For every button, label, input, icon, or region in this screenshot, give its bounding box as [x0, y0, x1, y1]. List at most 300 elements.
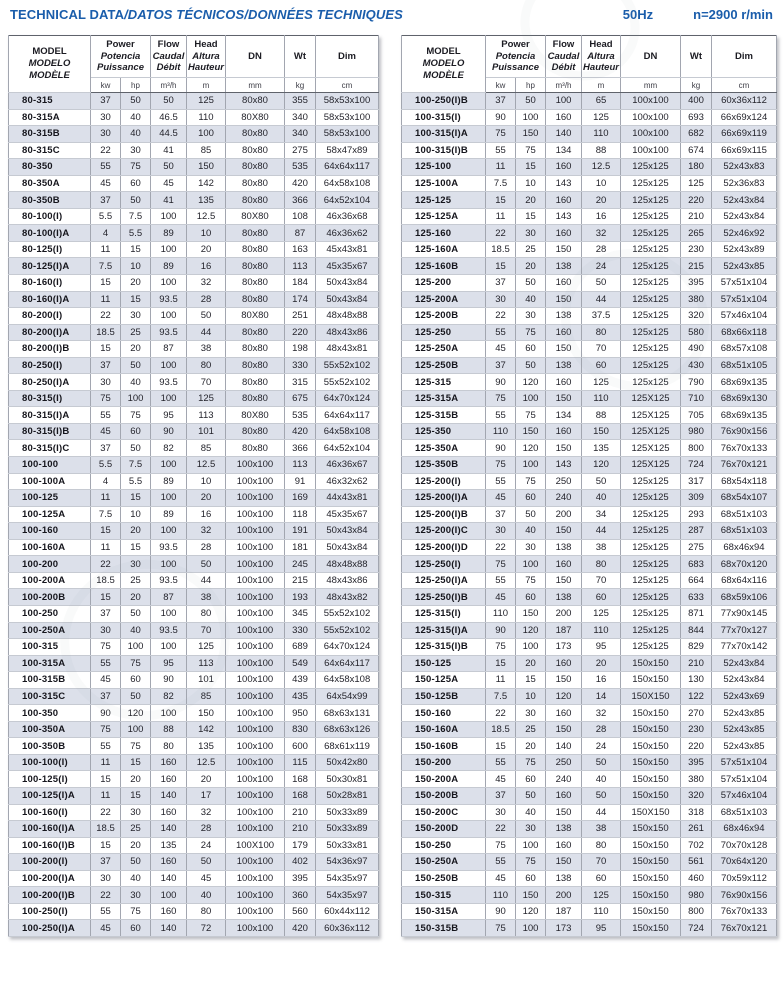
value-cell: 41: [151, 192, 187, 209]
value-cell: 108: [285, 208, 316, 225]
model-cell: 125-315A: [402, 390, 486, 407]
value-cell: 44: [187, 572, 226, 589]
model-cell: 80-160(I): [9, 275, 91, 292]
value-cell: 15: [91, 589, 121, 606]
value-cell: 395: [681, 754, 712, 771]
value-cell: 80x80: [226, 225, 285, 242]
value-cell: 45: [91, 175, 121, 192]
model-column-header: [402, 36, 486, 93]
table-row: [9, 159, 379, 176]
value-cell: 100x100: [226, 457, 285, 474]
value-cell: 48x43x86: [316, 324, 379, 341]
value-cell: 11: [91, 539, 121, 556]
table-row: [402, 407, 777, 424]
value-cell: 125x125: [621, 556, 681, 573]
value-cell: 125x125: [621, 589, 681, 606]
power-label-fr: Puissance: [97, 62, 144, 74]
table-row: [9, 308, 379, 325]
dim-column-header: Dim: [712, 36, 777, 78]
value-cell: 80x80: [226, 93, 285, 110]
table-row: [9, 572, 379, 589]
value-cell: 230: [681, 721, 712, 738]
value-cell: 125X125: [621, 457, 681, 474]
value-cell: 50: [582, 473, 621, 490]
value-cell: 50: [516, 93, 546, 110]
value-cell: 251: [285, 308, 316, 325]
value-cell: 15: [121, 241, 151, 258]
value-cell: 100x100: [226, 787, 285, 804]
value-cell: 125x125: [621, 241, 681, 258]
model-cell: 100-315: [9, 639, 91, 656]
value-cell: 30: [486, 804, 516, 821]
value-cell: 68x54x107: [712, 490, 777, 507]
value-cell: 125x125: [621, 208, 681, 225]
value-cell: 560: [285, 903, 316, 920]
value-cell: 30: [91, 622, 121, 639]
value-cell: 125x125: [621, 622, 681, 639]
table-row: [402, 126, 777, 143]
table-row: [9, 705, 379, 722]
value-cell: 150: [546, 523, 582, 540]
value-cell: 75: [486, 837, 516, 854]
table-row: [9, 738, 379, 755]
value-cell: 20: [516, 192, 546, 209]
value-cell: 22: [486, 308, 516, 325]
value-cell: 120: [121, 705, 151, 722]
value-cell: 70x59x112: [712, 870, 777, 887]
value-cell: 64x58x108: [316, 672, 379, 689]
model-cell: 100-250A: [9, 622, 91, 639]
value-cell: 25: [516, 241, 546, 258]
model-cell: 150-250B: [402, 870, 486, 887]
value-cell: 37: [91, 688, 121, 705]
value-cell: 142: [187, 175, 226, 192]
table-row: [9, 887, 379, 904]
page-title: [10, 7, 403, 22]
value-cell: 15: [486, 192, 516, 209]
value-cell: 18.5: [486, 241, 516, 258]
value-cell: 130: [681, 672, 712, 689]
value-cell: 100: [151, 357, 187, 374]
value-cell: 40: [121, 622, 151, 639]
value-cell: 50: [121, 854, 151, 871]
table-row: [9, 324, 379, 341]
value-cell: 330: [285, 357, 316, 374]
value-cell: 125: [582, 887, 621, 904]
model-cell: 125-200B: [402, 308, 486, 325]
model-cell: 80-350B: [9, 192, 91, 209]
value-cell: 15: [91, 837, 121, 854]
value-cell: 89: [151, 258, 187, 275]
value-cell: 68x66x118: [712, 324, 777, 341]
table-row: [402, 920, 777, 937]
table-row: [9, 523, 379, 540]
value-cell: 30: [91, 109, 121, 126]
value-cell: 790: [681, 374, 712, 391]
value-cell: 38: [187, 589, 226, 606]
value-cell: 110: [582, 126, 621, 143]
value-cell: 46.5: [151, 109, 187, 126]
model-cell: 100-315B: [9, 672, 91, 689]
value-cell: 143: [546, 175, 582, 192]
value-cell: 55: [91, 407, 121, 424]
model-cell: 125-200: [402, 275, 486, 292]
value-cell: 210: [285, 821, 316, 838]
value-cell: 15: [91, 275, 121, 292]
value-cell: 40: [121, 374, 151, 391]
value-cell: 150x150: [621, 887, 681, 904]
value-cell: 60: [121, 175, 151, 192]
model-cell: 150-125B: [402, 688, 486, 705]
value-cell: 100x100: [226, 887, 285, 904]
model-cell: 100-125(I): [9, 771, 91, 788]
value-cell: 45: [187, 870, 226, 887]
table-row: [9, 175, 379, 192]
value-cell: 75: [516, 142, 546, 159]
value-cell: 320: [681, 308, 712, 325]
table-row: [402, 605, 777, 622]
value-cell: 355: [285, 93, 316, 110]
value-cell: 37: [91, 93, 121, 110]
table-row: [402, 308, 777, 325]
value-cell: 100x100: [226, 920, 285, 937]
power-label-es: Potencia: [100, 50, 141, 62]
unit-head: m: [582, 78, 621, 93]
value-cell: 38: [187, 341, 226, 358]
value-cell: 100: [516, 837, 546, 854]
value-cell: 24: [582, 258, 621, 275]
value-cell: 100: [121, 639, 151, 656]
value-cell: 135: [582, 440, 621, 457]
model-cell: 125-200(I)D: [402, 539, 486, 556]
value-cell: 90: [486, 109, 516, 126]
value-cell: 135: [187, 738, 226, 755]
value-cell: 80x80: [226, 142, 285, 159]
value-cell: 160: [546, 374, 582, 391]
model-cell: 80-315(I)B: [9, 423, 91, 440]
value-cell: 210: [285, 804, 316, 821]
value-cell: 549: [285, 655, 316, 672]
value-cell: 64x70x124: [316, 390, 379, 407]
value-cell: 58x53x100: [316, 109, 379, 126]
value-cell: 60: [582, 870, 621, 887]
value-cell: 150x150: [621, 738, 681, 755]
value-cell: 45x35x67: [316, 258, 379, 275]
table-row: [402, 241, 777, 258]
value-cell: 54x35x97: [316, 887, 379, 904]
table-row: [402, 622, 777, 639]
table-head: [402, 36, 777, 93]
value-cell: 184: [285, 275, 316, 292]
value-cell: 710: [681, 390, 712, 407]
value-cell: 340: [285, 109, 316, 126]
table-row: [402, 854, 777, 871]
value-cell: 125X125: [621, 390, 681, 407]
value-cell: 55: [486, 572, 516, 589]
value-cell: 41: [151, 142, 187, 159]
table-row: [402, 539, 777, 556]
value-cell: 16: [582, 672, 621, 689]
value-cell: 68x57x108: [712, 341, 777, 358]
value-cell: 100x100: [226, 754, 285, 771]
value-cell: 140: [151, 787, 187, 804]
value-cell: 50: [516, 275, 546, 292]
value-cell: 110: [187, 109, 226, 126]
model-column-header: [9, 36, 91, 93]
table-row: [9, 903, 379, 920]
value-cell: 100: [151, 887, 187, 904]
value-cell: 66x69x119: [712, 126, 777, 143]
value-cell: 87: [151, 589, 187, 606]
value-cell: 7.5: [91, 258, 121, 275]
model-cell: 80-250(I): [9, 357, 91, 374]
table-row: [402, 556, 777, 573]
value-cell: 110: [486, 423, 516, 440]
value-cell: 100: [151, 208, 187, 225]
value-cell: 46x36x62: [316, 225, 379, 242]
value-cell: 28: [187, 821, 226, 838]
value-cell: 100: [151, 605, 187, 622]
table-row: [9, 341, 379, 358]
value-cell: 60: [121, 920, 151, 937]
value-cell: 30: [91, 374, 121, 391]
model-cell: 80-200(I)A: [9, 324, 91, 341]
value-cell: 100x100: [226, 821, 285, 838]
model-cell: 150-125: [402, 655, 486, 672]
value-cell: 37: [486, 93, 516, 110]
value-cell: 220: [285, 324, 316, 341]
table-row: [9, 291, 379, 308]
table-row: [9, 275, 379, 292]
value-cell: 60x44x112: [316, 903, 379, 920]
value-cell: 93.5: [151, 539, 187, 556]
value-cell: 37: [486, 506, 516, 523]
value-cell: 37: [91, 357, 121, 374]
value-cell: 664: [681, 572, 712, 589]
value-cell: 140: [546, 126, 582, 143]
value-cell: 80x80: [226, 390, 285, 407]
value-cell: 22: [91, 308, 121, 325]
value-cell: 80: [187, 605, 226, 622]
value-cell: 45: [486, 771, 516, 788]
value-cell: 150: [516, 605, 546, 622]
value-cell: 55: [91, 738, 121, 755]
value-cell: 12.5: [187, 754, 226, 771]
value-cell: 683: [681, 556, 712, 573]
value-cell: 113: [285, 457, 316, 474]
value-cell: 75: [516, 754, 546, 771]
power-label-en: Power: [501, 38, 530, 50]
flow-column-header: [546, 36, 582, 78]
value-cell: 4: [91, 473, 121, 490]
technical-data-table-left: [8, 35, 379, 937]
value-cell: 15: [121, 539, 151, 556]
value-cell: 20: [121, 771, 151, 788]
value-cell: 150: [516, 887, 546, 904]
model-cell: 125-250(I)B: [402, 589, 486, 606]
value-cell: 110: [582, 622, 621, 639]
table-row: [9, 473, 379, 490]
value-cell: 80x80: [226, 192, 285, 209]
value-cell: 125: [187, 639, 226, 656]
model-cell: 80-200(I): [9, 308, 91, 325]
value-cell: 68x59x106: [712, 589, 777, 606]
model-cell: 125-250: [402, 324, 486, 341]
value-cell: 360: [285, 887, 316, 904]
value-cell: 320: [681, 787, 712, 804]
value-cell: 125x125: [621, 175, 681, 192]
value-cell: 90: [151, 672, 187, 689]
table-row: [9, 506, 379, 523]
value-cell: 93.5: [151, 291, 187, 308]
value-cell: 68x46x94: [712, 821, 777, 838]
value-cell: 561: [681, 854, 712, 871]
value-cell: 57x51x104: [712, 291, 777, 308]
table-row: [402, 109, 777, 126]
value-cell: 330: [285, 622, 316, 639]
value-cell: 50: [151, 159, 187, 176]
value-cell: 173: [546, 639, 582, 656]
value-cell: 18.5: [91, 324, 121, 341]
value-cell: 318: [681, 804, 712, 821]
value-cell: 15: [121, 754, 151, 771]
technical-data-table-right: [401, 35, 777, 937]
value-cell: 30: [91, 870, 121, 887]
flow-column-header: [151, 36, 187, 78]
model-label-es: MODELO: [28, 58, 71, 70]
table-row: [9, 208, 379, 225]
value-cell: 980: [681, 423, 712, 440]
value-cell: 15: [516, 159, 546, 176]
value-cell: 60: [516, 589, 546, 606]
value-cell: 150X150: [621, 688, 681, 705]
value-cell: 76x70x133: [712, 903, 777, 920]
value-cell: 100x100: [226, 854, 285, 871]
table-row: [9, 490, 379, 507]
table-row: [9, 920, 379, 937]
value-cell: 45: [486, 589, 516, 606]
model-cell: 100-250(I): [9, 903, 91, 920]
value-cell: 37: [91, 605, 121, 622]
value-cell: 85: [187, 440, 226, 457]
value-cell: 138: [546, 308, 582, 325]
value-cell: 150: [546, 241, 582, 258]
value-cell: 60: [121, 672, 151, 689]
value-cell: 193: [285, 589, 316, 606]
model-cell: 150-200B: [402, 787, 486, 804]
value-cell: 150: [516, 423, 546, 440]
unit-kw: kw: [486, 78, 516, 93]
value-cell: 275: [285, 142, 316, 159]
value-cell: 100X100: [226, 837, 285, 854]
value-cell: 68x54x118: [712, 473, 777, 490]
value-cell: 125x125: [621, 605, 681, 622]
value-cell: 800: [681, 440, 712, 457]
model-cell: 80-315(I): [9, 390, 91, 407]
value-cell: 75: [486, 126, 516, 143]
value-cell: 11: [486, 208, 516, 225]
model-cell: 125-250(I): [402, 556, 486, 573]
model-cell: 100-200(I): [9, 854, 91, 871]
value-cell: 28: [187, 539, 226, 556]
value-cell: 40: [516, 291, 546, 308]
value-cell: 275: [681, 539, 712, 556]
unit-flow: m³/h: [151, 78, 187, 93]
value-cell: 75: [516, 324, 546, 341]
table-row: [9, 804, 379, 821]
model-cell: 150-200: [402, 754, 486, 771]
value-cell: 317: [681, 473, 712, 490]
value-cell: 90: [486, 440, 516, 457]
value-cell: 22: [91, 804, 121, 821]
value-cell: 150x150: [621, 854, 681, 871]
value-cell: 55x52x102: [316, 374, 379, 391]
value-cell: 163: [285, 241, 316, 258]
value-cell: 75: [121, 159, 151, 176]
value-cell: 174: [285, 291, 316, 308]
value-cell: 55: [486, 473, 516, 490]
value-cell: 293: [681, 506, 712, 523]
table-row: [9, 622, 379, 639]
unit-wt: kg: [681, 78, 712, 93]
value-cell: 7.5: [121, 457, 151, 474]
value-cell: 22: [91, 142, 121, 159]
table-row: [402, 589, 777, 606]
value-cell: 15: [486, 258, 516, 275]
value-cell: 20: [516, 738, 546, 755]
model-cell: 150-125A: [402, 672, 486, 689]
table-row: [9, 241, 379, 258]
model-cell: 125-200(I): [402, 473, 486, 490]
value-cell: 50: [187, 854, 226, 871]
value-cell: 10: [582, 175, 621, 192]
value-cell: 10: [516, 688, 546, 705]
value-cell: 10: [187, 473, 226, 490]
value-cell: 40: [582, 490, 621, 507]
value-cell: 64x52x104: [316, 192, 379, 209]
head-label-fr: Hauteur: [583, 62, 619, 74]
value-cell: 125x125: [621, 506, 681, 523]
model-cell: 100-250: [9, 605, 91, 622]
table-row: [402, 705, 777, 722]
value-cell: 100: [121, 390, 151, 407]
value-cell: 77x90x145: [712, 605, 777, 622]
value-cell: 724: [681, 920, 712, 937]
wt-column-header: Wt: [681, 36, 712, 78]
value-cell: 420: [285, 423, 316, 440]
value-cell: 16: [187, 258, 226, 275]
value-cell: 50x43x84: [316, 523, 379, 540]
table-row: [9, 258, 379, 275]
value-cell: 134: [546, 142, 582, 159]
model-label-fr: MODÈLE: [423, 69, 464, 81]
value-cell: 5.5: [91, 208, 121, 225]
model-cell: 100-250(I)A: [9, 920, 91, 937]
table-row: [402, 787, 777, 804]
value-cell: 91: [285, 473, 316, 490]
value-cell: 75: [486, 457, 516, 474]
value-cell: 64x64x117: [316, 655, 379, 672]
table-body-left: [9, 93, 379, 937]
value-cell: 52x43x85: [712, 721, 777, 738]
value-cell: 65: [582, 93, 621, 110]
value-cell: 58x47x89: [316, 142, 379, 159]
value-cell: 77x70x142: [712, 639, 777, 656]
value-cell: 45: [486, 490, 516, 507]
value-cell: 122: [681, 688, 712, 705]
value-cell: 68x61x119: [316, 738, 379, 755]
value-cell: 89: [151, 506, 187, 523]
